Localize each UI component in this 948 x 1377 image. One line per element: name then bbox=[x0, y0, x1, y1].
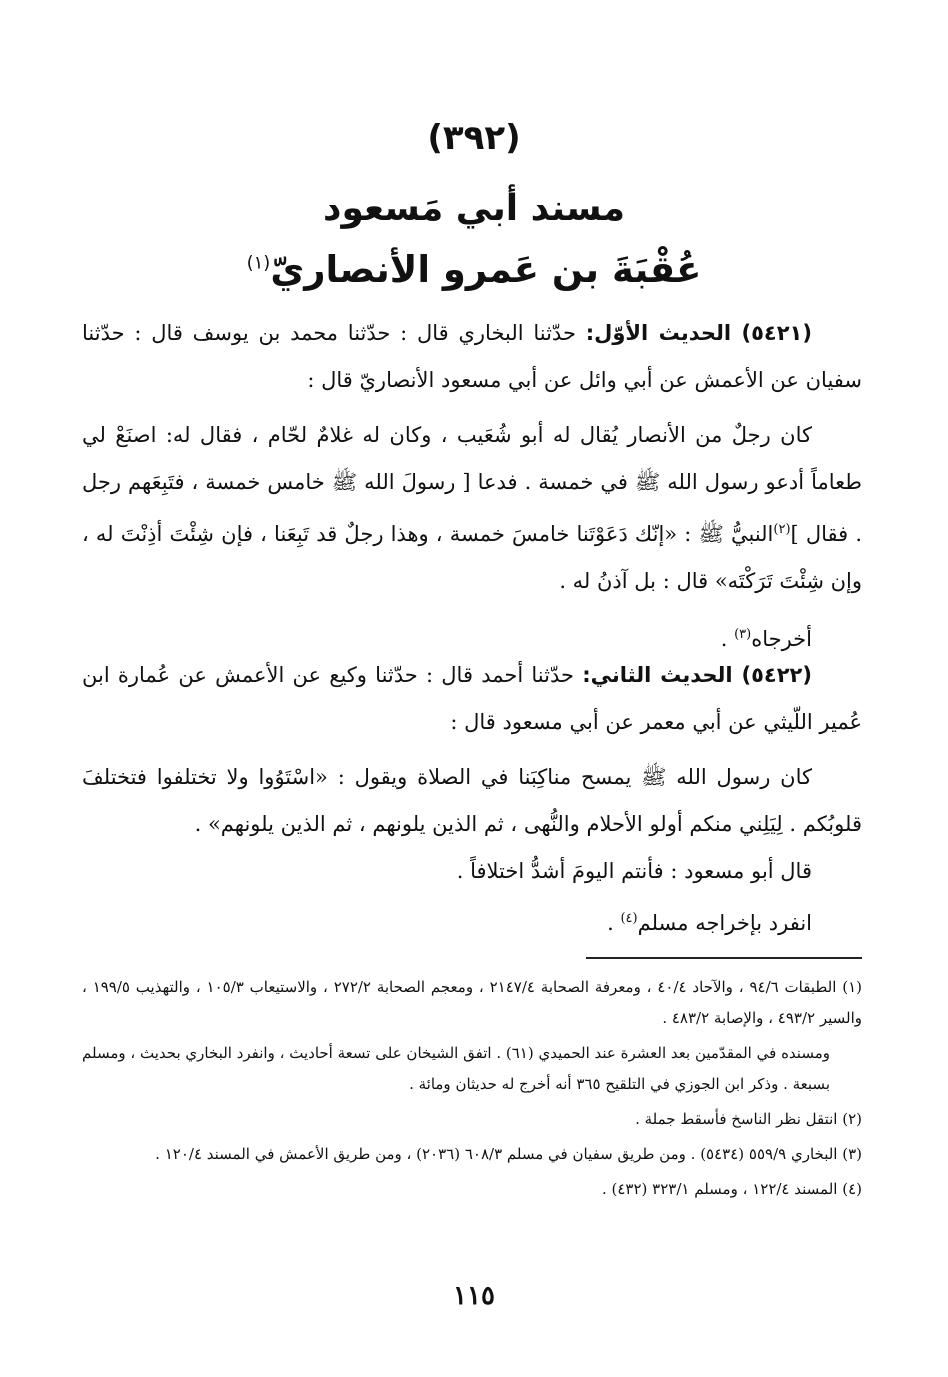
hadith-2 bbox=[82, 652, 862, 947]
hadith-2-isnad-text: حدّثنا أحمد قال : حدّثنا وكيع عن الأعمش عن عُمارة ابن عُمير اللّيثي عن أبي معمر عن أبي مسعود قال : bbox=[82, 663, 862, 734]
footnote-separator bbox=[586, 957, 862, 959]
footnote-2: (٢) انتقل نظر الناسخ فأسقط جملة . bbox=[635, 1110, 862, 1128]
footnote-1-continuation: ومسنده في المقدّمين بعد العشرة عند الحميدي (٦١) . اتفق الشيخان على تسعة أحاديث ، وانفرد البخاري بحديث ، ومسلم بسبعة . وذكر ابن الجوزي في التلقيح ٣٦٥ أنه أخرج له حديثان ومائة . bbox=[82, 1044, 830, 1093]
footnote-ref-2: (٢) bbox=[773, 522, 791, 537]
hadith-1-takhrij-text: أخرجاه bbox=[751, 627, 812, 651]
page-number: ١١٥ bbox=[453, 1281, 495, 1311]
footnote-4: (٤) المسند ١٢٢/٤ ، ومسلم ٣٢٣/١ (٤٣٢) . bbox=[601, 1180, 862, 1198]
hadith-1-isnad-text: حدّثنا البخاري قال : حدّثنا محمد بن يوسف قال : حدّثنا سفيان عن الأعمش عن أبي وائل عن أبي مسعود الأنصاريّ قال : bbox=[82, 321, 862, 392]
hadith-1-matn bbox=[82, 412, 862, 605]
hadith-2-isnad bbox=[82, 652, 862, 746]
companion-name bbox=[0, 248, 948, 291]
footnote-3: (٣) البخاري ٥٥٩/٩ (٥٤٣٤) . ومن طريق سفيان في مسلم ٦٠٨/٣ (٢٠٣٦) ، ومن طريق الأعمش في المسند ١٢٠/٤ . bbox=[155, 1145, 862, 1163]
companion-name-text: عُقْبَةَ بن عَمرو الأنصاريّ bbox=[270, 248, 702, 291]
musnad-number: (٣٩٢) bbox=[427, 118, 521, 158]
footnote-ref-1: (١) bbox=[246, 252, 271, 274]
hadith-1-matn-b: النبيُّ ﷺ : «إنّك دَعَوْتَنا خامسَ خمسة ، وهذا رجلٌ قد تَبِعَنا ، فإن شِئْتَ أذِنْتَ له ، وإن شِئْتَ تَرَكْتَه» قال : بل آذنُ له . bbox=[82, 522, 862, 593]
hadith-1 bbox=[82, 310, 862, 663]
hadith-1-matn-a: كان رجلٌ من الأنصار يُقال له أبو شُعَيب ، وكان له غلامٌ لحّام ، فقال له: اصنَعْ لي طعاماً أدعو رسول الله ﷺ في خمسة . فدعا [ رسولَ الله ﷺ خامس خمسة ، فتَبِعَهم رجل . فقال ] bbox=[82, 423, 862, 546]
hadith-1-label: (٥٤٢١) الحديث الأوّل: bbox=[585, 321, 812, 345]
footnote-1: (١) الطبقات ٩٤/٦ ، والآحاد ٤٠/٤ ، ومعرفة الصحابة ٢١٤٧/٤ ، ومعجم الصحابة ٢٧٢/٢ ، والاستيعاب ١٠٥/٣ ، والتهذيب ١٩٩/٥ ، والسير ٤٩٣/٢ ، والإصابة ٤٨٣/٢ . bbox=[82, 978, 862, 1027]
footnote-ref-3: (٣) bbox=[734, 627, 752, 642]
footnotes bbox=[82, 972, 862, 1209]
footnote-ref-4: (٤) bbox=[620, 911, 638, 926]
hadith-1-takhrij-end: . bbox=[720, 627, 735, 651]
hadith-1-isnad bbox=[82, 310, 862, 404]
hadith-2-label: (٥٤٢٢) الحديث الثاني: bbox=[582, 663, 812, 687]
hadith-2-matn: كان رسول الله ﷺ يمسح مناكِبَنا في الصلاة ويقول : «اسْتَوُوا ولا تختلفوا فتختلفَ قلوبُكم . لِيَلِني منكم أولو الأحلام والنُّهى ، ثم الذين يلونهم ، ثم الذين يلونهم» . bbox=[82, 765, 862, 836]
hadith-2-quote: قال أبو مسعود : فأنتم اليومَ أشدُّ اختلافاً . bbox=[456, 859, 812, 883]
musnad-title: مسند أبي مَسعود bbox=[322, 188, 626, 229]
hadith-2-takhrij-end: . bbox=[607, 911, 621, 935]
hadith-2-takhrij bbox=[82, 895, 862, 947]
hadith-2-takhrij-text: انفرد بإخراجه مسلم bbox=[637, 911, 812, 935]
